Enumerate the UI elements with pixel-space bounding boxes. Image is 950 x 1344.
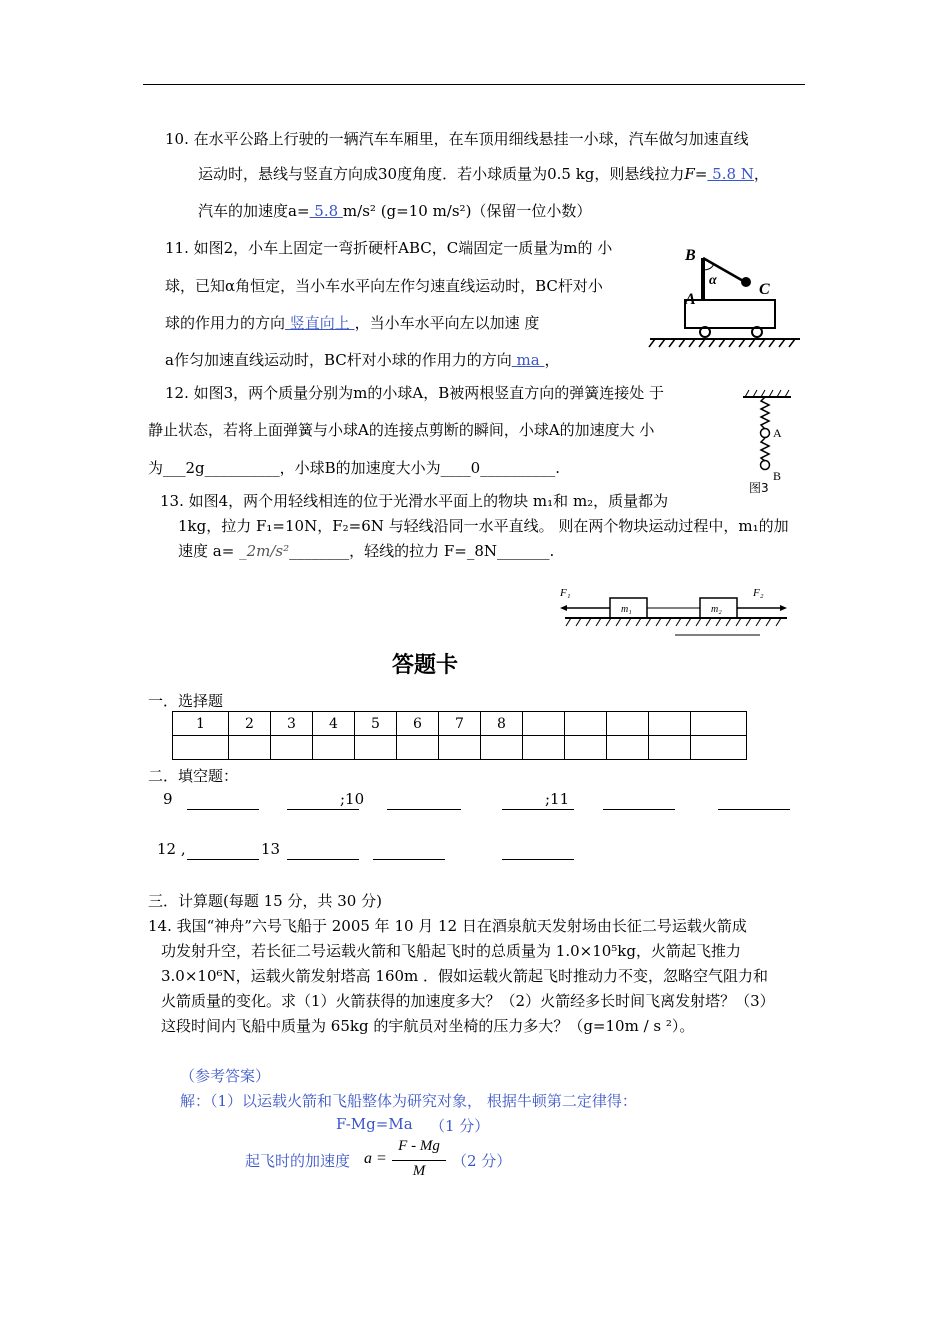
fig3-label-b: B (773, 469, 782, 483)
choice-answer-cell[interactable] (691, 736, 747, 760)
fill-blank[interactable] (502, 809, 574, 810)
choice-number-cell (691, 712, 747, 736)
q14-line2: 功发射升空，若长征二号运载火箭和飞船起飞时的总质量为 1.0×10⁵kg，火箭起飞推力 (161, 942, 741, 960)
fill-blank[interactable] (718, 809, 790, 810)
figure-3-springs (735, 385, 800, 497)
fill-label-9: 9 (163, 790, 173, 808)
q10-answer-accel: 5.8 (309, 202, 343, 220)
q10-line3-text: 汽车的加速度a= (198, 202, 310, 220)
q14-line3: 3.0×10⁶N，运载火箭发射塔高 160m ．假如运载火箭起飞时推动力不变，忽略空气阻力和 (161, 967, 769, 985)
fig4-label-m2: m₂ (711, 604, 722, 615)
ref-answer-line1: 解：（1）以运载火箭和飞船整体为研究对象， 根据牛顿第二定律得： (180, 1092, 637, 1110)
fig2-label-a: A (685, 291, 696, 308)
choice-number-cell: 5 (355, 712, 397, 736)
q11-line4-end: ， (544, 351, 560, 369)
q11-line3-text: 球的作用力的方向 (165, 314, 286, 332)
q11-line3 (165, 312, 539, 333)
choice-answer-cell[interactable] (313, 736, 355, 760)
choice-answer-cell[interactable] (439, 736, 481, 760)
choice-number-cell: 8 (481, 712, 523, 736)
choice-number-cell: 1 (173, 712, 229, 736)
choice-answer-cell[interactable] (523, 736, 565, 760)
fig2-label-b: B (685, 247, 696, 264)
choice-answer-cell[interactable] (649, 736, 691, 760)
q10-note: (g=10 m/s²)（保留一位小数） (380, 202, 592, 220)
fill-blank[interactable] (187, 859, 259, 860)
ref-answer-numerator: F - Mg (398, 1138, 440, 1154)
section-choice-heading: 一．选择题 (148, 692, 224, 710)
ref-answer-score2: （2 分） (452, 1152, 512, 1170)
choice-number-cell: 4 (313, 712, 355, 736)
choice-answer-cell[interactable] (271, 736, 313, 760)
q12-line2: 静止状态，若将上面弹簧与小球A的连接点剪断的瞬间，小球A的加速度大 小 (148, 421, 655, 439)
fill-label-11: ;11 (545, 790, 570, 808)
q10-line2-end: ， (753, 165, 769, 183)
fig3-caption: 图3 (749, 481, 769, 495)
choice-number-cell (523, 712, 565, 736)
q11-answer-direction: 竖直向上 (285, 314, 355, 332)
choice-number-cell (607, 712, 649, 736)
choice-answer-cell[interactable] (397, 736, 439, 760)
fill-blank[interactable] (502, 859, 574, 860)
answer-card-title: 答题卡 (392, 653, 459, 678)
fill-label-12: 12 , (157, 840, 186, 858)
fig4-label-m1: m₁ (621, 604, 632, 615)
choice-answer-row (173, 736, 747, 760)
q12-line1: 12. 如图3，两个质量分别为m的小球A，B被两根竖直方向的弹簧连接处 于 (165, 384, 665, 402)
choice-number-cell: 7 (439, 712, 481, 736)
figure-2-cart (645, 240, 810, 355)
fig2-label-c: C (759, 281, 770, 298)
fill-label-10: ;10 (340, 790, 365, 808)
choice-answer-cell[interactable] (565, 736, 607, 760)
ref-answer-score1: （1 分） (430, 1117, 490, 1135)
choice-number-cell: 3 (271, 712, 313, 736)
fig4-label-f1: F₁ (560, 587, 571, 599)
q13-line3-end: ________，轻线的拉力 F=_8N_______. (289, 542, 555, 560)
q10-line3 (198, 200, 591, 221)
q11-answer-ma: ma (511, 351, 545, 369)
q10-line2 (198, 163, 769, 184)
fill-blank[interactable] (187, 809, 259, 810)
ref-answer-equation: F-Mg=Ma (336, 1115, 413, 1133)
q13-answer-accel: _2m/s² (239, 542, 290, 560)
q10-answer-force: 5.8 N (707, 165, 754, 183)
fig4-label-f2: F₂ (753, 587, 764, 599)
fig2-label-alpha: α (709, 273, 717, 288)
q14-line5: 这段时间内飞船中质量为 65kg 的宇航员对坐椅的压力多大？（g=10m / s ²）。 (161, 1017, 695, 1035)
q11-line3-end: ，当小车水平向左以加速 度 (354, 314, 540, 332)
ref-answer-accel-label: 起飞时的加速度 (245, 1152, 351, 1170)
fill-label-13: 13 (261, 840, 281, 858)
fill-blank[interactable] (287, 859, 359, 860)
q11-line4 (165, 349, 559, 370)
q13-line1: 13. 如图4，两个用轻线相连的位于光滑水平面上的物块 m₁和 m₂，质量都为 (160, 492, 669, 510)
q10-line2-text: 运动时，悬线与竖直方向成30度角度．若小球质量为0.5 kg，则悬线拉力 (198, 165, 685, 183)
choice-answer-cell[interactable] (355, 736, 397, 760)
fill-blank[interactable] (287, 809, 359, 810)
fraction-bar (392, 1160, 446, 1161)
q13-line3 (178, 540, 554, 561)
choice-answer-grid (172, 711, 747, 760)
header-rule (143, 84, 805, 85)
q13-line3-text: 速度 a= (178, 542, 240, 560)
fill-blank[interactable] (387, 809, 461, 810)
choice-answer-cell[interactable] (607, 736, 649, 760)
q10-unit: m/s² (342, 202, 376, 220)
q14-line1: 14. 我国“神舟”六号飞船于 2005 年 10 月 12 日在酒泉航天发射场由长征二号运载火箭成 (148, 917, 747, 935)
section-calc-heading: 三．计算题(每题 15 分，共 30 分) (148, 892, 382, 910)
choice-number-cell: 2 (229, 712, 271, 736)
ref-answer-a-eq: a = (364, 1150, 387, 1167)
ref-answer-heading: （参考答案） (180, 1067, 271, 1085)
q11-line2: 球，已知α角恒定，当小车水平向左作匀速直线运动时，BC杆对小 (165, 277, 603, 295)
choice-number-row (173, 712, 747, 736)
choice-number-cell (565, 712, 607, 736)
choice-answer-cell[interactable] (481, 736, 523, 760)
fill-blank[interactable] (603, 809, 675, 810)
q10-line1: 10. 在水平公路上行驶的一辆汽车车厢里，在车顶用细线悬挂一小球，汽车做匀加速直线 (165, 130, 749, 148)
q14-line4: 火箭质量的变化。求（1）火箭获得的加速度多大？（2）火箭经多长时间飞离发射塔？（3） (161, 992, 775, 1010)
figure-4-blocks (555, 580, 795, 640)
choice-number-cell (649, 712, 691, 736)
q13-line2: 1kg，拉力 F₁=10N，F₂=6N 与轻线沿同一水平直线。 则在两个物块运动过程中，m₁的加 (178, 517, 789, 535)
choice-answer-cell[interactable] (229, 736, 271, 760)
choice-answer-cell[interactable] (173, 736, 229, 760)
fill-blank[interactable] (373, 859, 445, 860)
section-fill-heading: 二．填空题： (148, 767, 239, 785)
ref-answer-denominator: M (412, 1163, 426, 1179)
q11-line1: 11. 如图2，小车上固定一弯折硬杆ABC，C端固定一质量为m的 小 (165, 239, 613, 257)
choice-number-cell: 6 (397, 712, 439, 736)
q11-line4-text: a作匀加速直线运动时，BC杆对小球的作用力的方向 (165, 351, 512, 369)
q12-line3: 为___2g__________，小球B的加速度大小为____0__________. (148, 459, 560, 477)
q10-force-label: F= (684, 165, 708, 183)
fig3-label-a: A (773, 426, 782, 440)
